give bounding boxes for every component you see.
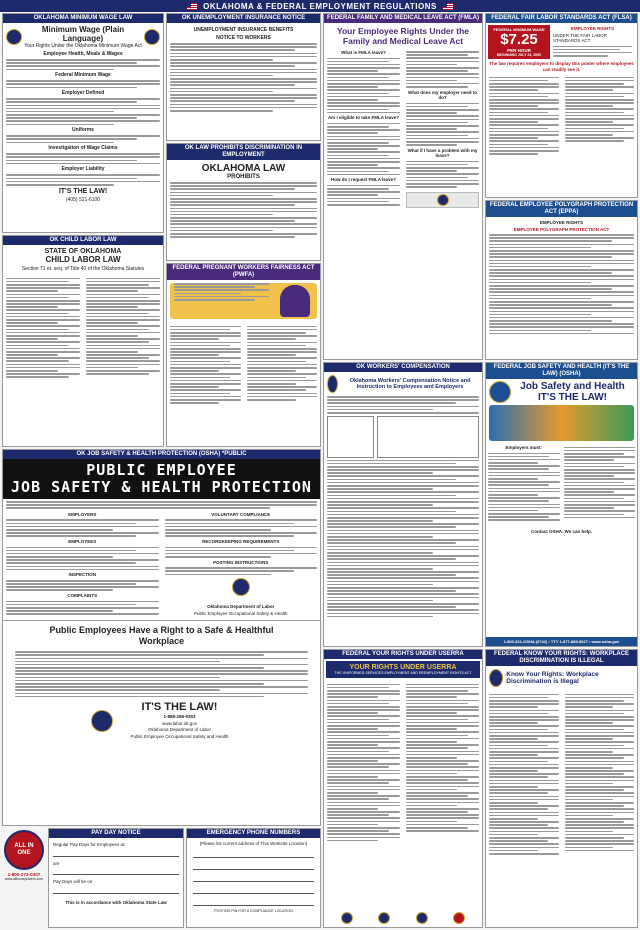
- esgr-logo-icon: [453, 912, 465, 924]
- section-heading: Employee Health, Meals & Wages: [43, 51, 123, 57]
- panel-title: CHILD LABOR LAW: [45, 255, 121, 264]
- payday-blank-line[interactable]: [53, 866, 179, 875]
- wage-amount: $7.25: [500, 31, 538, 48]
- panel-header: FEDERAL PREGNANT WORKERS FAIRNESS ACT (PWFA): [167, 264, 320, 280]
- section-heading: COMPLAINTS: [67, 593, 98, 599]
- doj-seal-icon: [378, 912, 390, 924]
- dol-seal-icon: [437, 194, 449, 206]
- state-seal-icon: [91, 710, 113, 732]
- payday-footer: This is in accordance with Oklahoma State Law: [65, 899, 167, 905]
- poster-banner: [0, 0, 640, 12]
- dol-seal-icon: [341, 912, 353, 924]
- panel-subtitle: Section 71 et. seq. of Title 40 of the Oklahoma Statutes: [21, 266, 145, 272]
- userra-subtitle: THE UNIFORMED SERVICES EMPLOYMENT AND REEMPLOYMENT RIGHTS ACT: [334, 671, 472, 675]
- flsa-panel: [485, 13, 638, 198]
- dod-seal-icon: [416, 912, 428, 924]
- brand-phone: 1-800-273-0307: [7, 872, 41, 877]
- form-box: [377, 416, 479, 458]
- payday-blank-line[interactable]: [53, 885, 179, 894]
- payday-line-label: are: [53, 860, 60, 866]
- panel-header: FEDERAL FAIR LABOR STANDARDS ACT (FLSA): [486, 14, 637, 23]
- section-heading: VOLUNTARY COMPLIANCE: [211, 511, 271, 517]
- emergency-note: (Please list current address of This Worksite Location): [199, 841, 308, 846]
- dept-name: Oklahoma Department of Labor: [207, 604, 275, 610]
- emergency-blank-line[interactable]: [193, 861, 314, 870]
- ok-osha-title: JOB SAFETY & HEALTH PROTECTION: [11, 478, 312, 496]
- panel-title: Minimum Wage (Plain Language): [41, 25, 125, 43]
- section-heading: INSPECTION: [68, 572, 96, 578]
- emergency-blank-line[interactable]: [193, 897, 314, 906]
- its-the-law-text: IT'S THE LAW!: [141, 701, 218, 714]
- eppa-panel: [485, 200, 638, 360]
- section-heading: Uniforms: [72, 127, 94, 134]
- panel-header: EMERGENCY PHONE NUMBERS: [187, 829, 320, 838]
- workers-illustration: [489, 405, 634, 441]
- brand-web: www.allinoneposters.com: [4, 877, 44, 881]
- flsa-notice: The law requires employers to display this poster where employees can readily see it.: [489, 61, 634, 72]
- panel-header: OK JOB SAFETY & HEALTH PROTECTION (OSHA) *PUBLIC: [3, 450, 320, 459]
- eeo-title: Know Your Rights: Workplace Discrimination is Illegal: [506, 670, 599, 685]
- emergency-footer: POSTING PIN FOR A COMPLIANCE LOCATION: [214, 908, 293, 913]
- fmla-question: What if I have a problem with my leave?: [407, 147, 478, 159]
- rights-heading: Employers must:: [505, 445, 542, 450]
- payday-blank-line[interactable]: [53, 848, 179, 857]
- emergency-blank-line[interactable]: [193, 873, 314, 882]
- panel-title: Your Employee Rights Under the Family and Medical Leave Act: [336, 26, 470, 46]
- ok-child-labor-panel: [2, 235, 164, 447]
- dept-name: Public Employee Occupational Safety and Health: [130, 733, 229, 739]
- payday-line-label: Pay Days will be on: [53, 879, 93, 884]
- ok-minimum-wage-panel: [2, 13, 164, 233]
- eppa-top-line: EMPLOYEE POLYGRAPH PROTECTION ACT: [513, 226, 610, 232]
- section-heading: Investigation of Wage Claims: [48, 145, 118, 152]
- eppa-top-line: EMPLOYEE RIGHTS: [539, 220, 584, 225]
- us-flag-icon: [443, 3, 453, 10]
- pay-day-notice-panel: [48, 828, 184, 928]
- flsa-top-line: EMPLOYEE RIGHTS: [570, 26, 615, 31]
- panel-header: OK UNEMPLOYMENT INSURANCE NOTICE: [167, 14, 320, 23]
- section-heading: RECORDKEEPING REQUIREMENTS: [202, 539, 280, 544]
- phone-number: (405) 521-6100: [65, 196, 101, 203]
- fmla-question: What does my employer need to do?: [407, 89, 477, 101]
- pwfa-panel: [166, 263, 321, 447]
- brand-name: ALL IN ONE: [14, 843, 34, 856]
- panel-header: FEDERAL KNOW YOUR RIGHTS: WORKPLACE DISCRIMINATION IS ILLEGAL: [486, 650, 637, 666]
- section-heading: Employer Defined: [61, 90, 105, 97]
- section-heading: Employer Liability: [61, 166, 105, 173]
- osha-contact: Contact OSHA. We can help.: [531, 528, 592, 534]
- panel-subtitle: Your Rights Under the Oklahoma Minimum Wage Act: [24, 43, 142, 49]
- emergency-numbers-panel: [186, 828, 321, 928]
- userra-panel: [323, 649, 483, 928]
- child-state: STATE OF OKLAHOMA: [44, 248, 122, 255]
- panel-title: Oklahoma Workers' Compensation Notice and Instruction to Employees and Employers: [349, 377, 471, 390]
- eeoc-seal-icon: [489, 669, 503, 687]
- osha-title: Job Safety and Health: [520, 381, 625, 392]
- panel-header: FEDERAL JOB SAFETY AND HEALTH (IT'S THE LAW) (OSHA): [486, 363, 637, 379]
- panel-header: FEDERAL EMPLOYEE POLYGRAPH PROTECTION ACT (EPPA): [486, 201, 637, 217]
- ok-workers-comp-panel: [323, 362, 483, 647]
- state-seal-icon: [6, 29, 22, 45]
- panel-subtitle: UNEMPLOYMENT INSURANCE BENEFITS: [193, 27, 294, 33]
- section-heading: EMPLOYEES: [68, 539, 97, 544]
- fmla-panel: [323, 13, 483, 360]
- panel-header: OK LAW PROHIBITS DISCRIMINATION IN EMPLOYMENT: [167, 144, 320, 160]
- phone-number: 1-888-269-5353: [163, 714, 196, 720]
- section-heading: POSTING INSTRUCTIONS: [213, 559, 269, 565]
- federal-osha-panel: [485, 362, 638, 647]
- form-box: [327, 416, 374, 458]
- panel-title: OKLAHOMA LAW: [201, 163, 286, 174]
- osha-phone-bar: 1-800-321-OSHA (6742) • TTY 1-877-889-5627 • www.osha.gov: [486, 637, 637, 646]
- wage-since: BEGINNING JULY 24, 2009: [497, 53, 541, 57]
- panel-subtitle: PROHIBITS: [227, 174, 260, 180]
- emergency-blank-line[interactable]: [193, 885, 314, 894]
- section-heading: Federal Minimum Wage: [55, 72, 111, 79]
- panel-header: OKLAHOMA MINIMUM WAGE LAW: [3, 14, 163, 23]
- its-the-law-text: IT'S THE LAW!: [58, 187, 108, 195]
- panel-subtitle: NOTICE TO WORKERS: [216, 35, 271, 41]
- emergency-blank-line[interactable]: [193, 849, 314, 858]
- ok-prohibits-discrimination-panel: [166, 143, 321, 261]
- osha-logo-icon: [489, 381, 511, 403]
- wage-per: PER HOUR: [507, 48, 531, 53]
- pregnant-worker-illustration: [280, 285, 310, 317]
- dept-name: Oklahoma Department of Labor: [147, 727, 212, 733]
- brand-block: [2, 828, 46, 928]
- panel-header: FEDERAL FAMILY AND MEDICAL LEAVE ACT (FMLA): [324, 14, 482, 23]
- banner-title: OKLAHOMA & FEDERAL EMPLOYMENT REGULATIONS: [203, 1, 437, 11]
- brand-logo-icon: [4, 830, 44, 870]
- ok-unemployment-panel: [166, 13, 321, 141]
- panel-header: PAY DAY NOTICE: [49, 829, 183, 838]
- osha-title: IT'S THE LAW!: [537, 392, 608, 403]
- state-seal-icon: [232, 578, 250, 596]
- dept-name: Public Employee Occupational Safety & Health: [193, 610, 288, 616]
- fmla-question: Am I eligible to take FMLA leave?: [327, 115, 400, 121]
- fmla-question: How do I request FMLA leave?: [330, 177, 397, 183]
- section-heading: EMPLOYERS: [68, 511, 97, 517]
- minimum-wage-box: [488, 25, 550, 59]
- panel-header: OK CHILD LABOR LAW: [3, 236, 163, 245]
- flsa-top-line: UNDER THE FAIR LABOR STANDARDS ACT: [553, 32, 607, 43]
- eeo-panel: [485, 649, 638, 928]
- fmla-question: What is FMLA leave?: [341, 50, 386, 55]
- panel-header: OK WORKERS' COMPENSATION: [324, 363, 482, 372]
- us-flag-icon: [187, 3, 197, 10]
- panel-header: FEDERAL YOUR RIGHTS UNDER USERRA: [324, 650, 482, 659]
- ok-osha-title: PUBLIC EMPLOYEE: [86, 461, 237, 479]
- state-seal-icon: [144, 29, 160, 45]
- web-address: www.labor.ok.gov: [161, 720, 198, 726]
- state-seal-icon: [327, 375, 338, 393]
- userra-title: YOUR RIGHTS UNDER USERRA: [349, 664, 457, 671]
- payday-line-label: Regular Pay Days for Employees at:: [53, 842, 126, 847]
- ok-osha-headline: Public Employees Have a Right to a Safe & Healthful Workplace: [49, 625, 274, 647]
- ok-public-osha-panel: [2, 449, 321, 826]
- wage-label: FEDERAL MINIMUM WAGE: [493, 27, 545, 32]
